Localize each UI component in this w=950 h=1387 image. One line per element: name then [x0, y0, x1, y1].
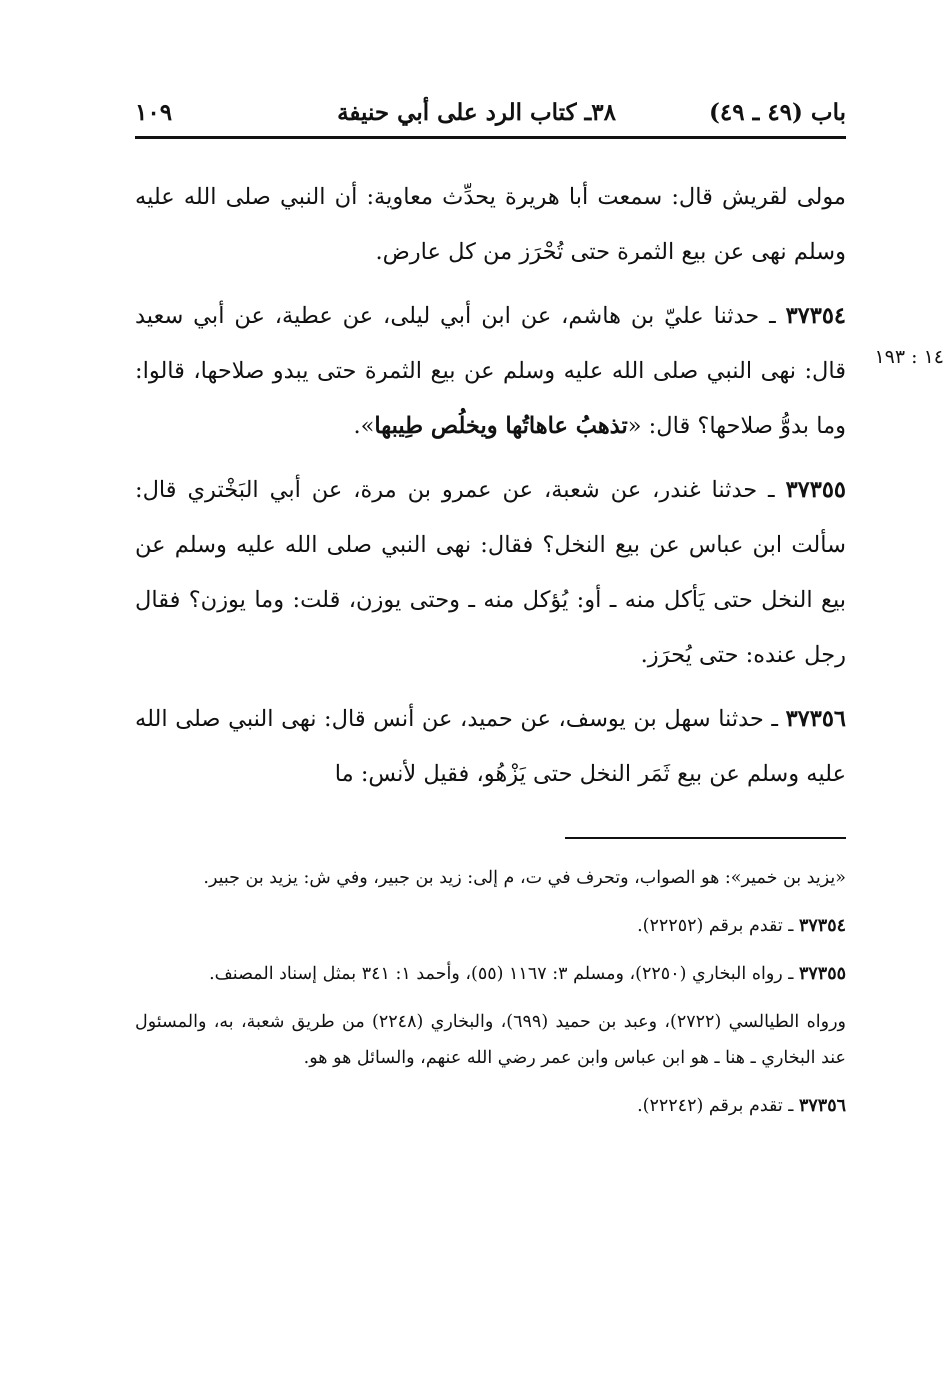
paragraph: [135, 170, 846, 280]
footnote: [135, 1004, 846, 1076]
footnote-text: ورواه الطيالسي (٢٧٢٢)، وعبد بن حميد (٦٩٩)، والبخاري (٢٢٤٨) من طريق شعبة، به، والمسئول عند البخاري ـ هنا ـ هو ابن عباس وابن عمر رضي الله عنهم، والسائل هو هو.: [135, 1012, 846, 1068]
footnote-text: ـ تقدم برقم (٢٢٢٤٢).: [637, 1096, 799, 1116]
chapter-title: باب (٤٩ ـ ٤٩): [708, 99, 846, 126]
footnote-text: ـ رواه البخاري (٢٢٥٠)، ومسلم ٣: ١١٦٧ (٥٥)، وأحمد ١: ٣٤١ بمثل إسناد المصنف.: [209, 964, 799, 984]
footnote: [135, 1088, 846, 1124]
paragraph-text-end: ».: [353, 413, 375, 439]
paragraph-text: ـ حدثنا عليّ بن هاشم، عن ابن أبي ليلى، عن عطية، عن أبي سعيد قال: نهى النبي صلى الله عليه وسلم عن بيع الثمرة حتى يبدو صلاحها، قالوا: وما بدوُّ صلاحها؟ قال: «: [135, 303, 846, 439]
footnote-text: ـ تقدم برقم (٢٢٢٥٢).: [637, 916, 799, 936]
footnote-number: ٣٧٣٥٥: [799, 964, 846, 984]
main-text: [135, 170, 846, 802]
paragraph-text: ـ حدثنا سهل بن يوسف، عن حميد، عن أنس قال: نهى النبي صلى الله عليه وسلم عن بيع ثَمَر النخل حتى يَزْهُو، فقيل لأنس: ما: [135, 706, 846, 787]
footnote: [135, 908, 846, 944]
paragraph: [135, 289, 846, 454]
hadith-number: ٣٧٣٥٤: [785, 303, 846, 329]
footnote-text: «يزيد بن خمير»: هو الصواب، وتحرف في ت، م إلى: زيد بن جبير، وفي ش: يزيد بن جبير.: [203, 868, 846, 888]
bold-quote: تذهبُ عاهاتُها ويخلُص طِيبها: [374, 413, 628, 439]
paragraph-text: ـ حدثنا غندر، عن شعبة، عن عمرو بن مرة، عن أبي البَخْتري قال: سألت ابن عباس عن بيع النخل؟ فقال: نهى النبي صلى الله عليه وسلم عن بيع النخل حتى يَأكل منه ـ أو: يُؤكل منه ـ وحتى يوزن، قلت: وما يوزن؟ فقال رجل عنده: حتى يُحرَز.: [135, 477, 846, 668]
footnote-rule: [565, 837, 846, 839]
footnote: [135, 956, 846, 992]
page-number: ١٠٩: [135, 99, 173, 126]
hadith-number: ٣٧٣٥٦: [785, 706, 846, 732]
footnote-number: ٣٧٣٥٤: [799, 916, 846, 936]
margin-reference: ١٤ : ١٩٣: [874, 346, 944, 368]
paragraph-text: مولى لقريش قال: سمعت أبا هريرة يحدِّث معاوية: أن النبي صلى الله عليه وسلم نهى عن بيع الثمرة حتى تُحْرَز من كل عارض.: [135, 184, 846, 265]
paragraph: [135, 463, 846, 683]
hadith-number: ٣٧٣٥٥: [785, 477, 846, 503]
paragraph: [135, 692, 846, 802]
footnote: [135, 860, 846, 896]
page-header: [135, 95, 846, 135]
footnotes: [135, 860, 846, 1136]
book-title: ٣٨ـ كتاب الرد على أبي حنيفة: [337, 99, 616, 126]
footnote-number: ٣٧٣٥٦: [799, 1096, 846, 1116]
header-rule: [135, 136, 846, 139]
